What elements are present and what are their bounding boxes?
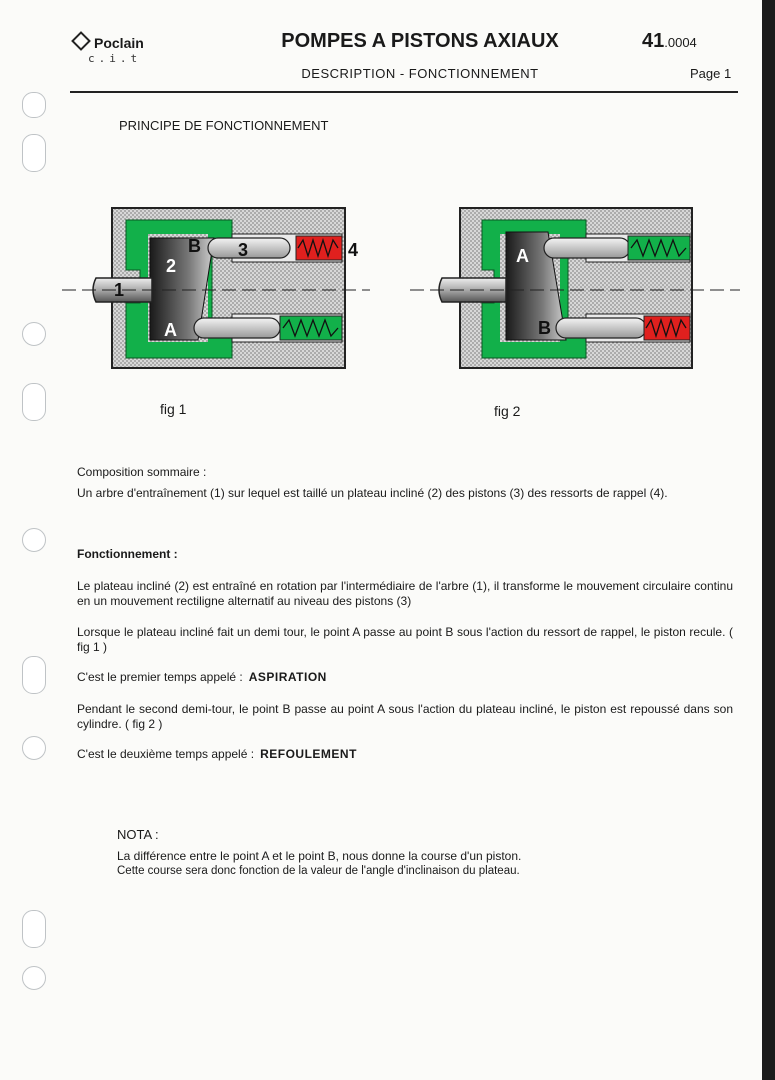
doc-number-suffix: .0004 bbox=[664, 35, 697, 50]
label-A: A bbox=[516, 246, 529, 266]
figure-1 bbox=[62, 208, 370, 368]
figure-2 bbox=[410, 208, 740, 368]
nota-line-1: La différence entre le point A et le point B, nous donne la course d'un piston. bbox=[117, 849, 522, 863]
binder-hole bbox=[22, 910, 46, 948]
document-title: POMPES A PISTONS AXIAUX bbox=[281, 30, 559, 52]
binder-hole bbox=[22, 656, 46, 694]
label-B: B bbox=[538, 318, 551, 338]
first-stroke bbox=[77, 670, 733, 685]
binder-hole bbox=[22, 134, 46, 172]
composition-text: Un arbre d'entraînement (1) sur lequel est taillé un plateau incliné (2) des pistons (3) des ressorts de rappel (4). bbox=[77, 486, 668, 500]
section-title: PRINCIPE DE FONCTIONNEMENT bbox=[119, 118, 329, 133]
fig1-caption: fig 1 bbox=[160, 401, 187, 417]
nota-title: NOTA : bbox=[117, 827, 159, 842]
first-stroke-term: ASPIRATION bbox=[248, 670, 327, 684]
second-stroke-term: REFOULEMENT bbox=[260, 747, 357, 761]
page-label: Page 1 bbox=[690, 66, 732, 81]
label-A: A bbox=[164, 320, 177, 340]
fig2-caption: fig 2 bbox=[494, 403, 521, 419]
piston-top bbox=[544, 238, 630, 258]
piston-bottom bbox=[194, 318, 280, 338]
piston-top bbox=[208, 238, 290, 258]
document-number bbox=[642, 30, 697, 53]
first-stroke-label: C'est le premier temps appelé : bbox=[77, 670, 243, 684]
composition-title: Composition sommaire : bbox=[77, 465, 207, 479]
nota-line-2: Cette course sera donc fonction de la valeur de l'angle d'inclinaison du plateau. bbox=[117, 865, 520, 877]
fonctionnement-p4: Pendant le second demi-tour, le point B passe au point A sous l'action du plateau incliné, le piston est repoussé dans son cylindre. ( fig 2 ) bbox=[77, 702, 733, 731]
piston-bottom bbox=[556, 318, 646, 338]
binder-hole bbox=[22, 92, 46, 118]
brand-name: Poclain bbox=[94, 35, 144, 51]
label-3: 3 bbox=[238, 240, 249, 260]
header-rule bbox=[70, 91, 738, 93]
label-2: 2 bbox=[166, 256, 177, 276]
brand-subtitle: c.i.t bbox=[88, 52, 142, 65]
second-stroke-label: C'est le deuxième temps appelé : bbox=[77, 747, 255, 761]
label-1: 1 bbox=[114, 280, 125, 300]
doc-number-main: 41 bbox=[642, 30, 665, 52]
brand-logo bbox=[74, 34, 144, 51]
label-4: 4 bbox=[348, 240, 359, 260]
fonctionnement-p1: Le plateau incliné (2) est entraîné en rotation par l'intermédiaire de l'arbre (1), il transforme le mouvement circulaire continu en un mouvement rectiligne alternatif au niveau des pistons (3) bbox=[77, 579, 733, 608]
binder-hole bbox=[22, 966, 46, 990]
fonctionnement-p2: Lorsque le plateau incliné fait un demi tour, le point A passe au point B sous l'action du ressort de rappel, le piston recule. ( fig 1 ) bbox=[77, 625, 733, 654]
pump-diagrams bbox=[0, 190, 762, 590]
second-stroke bbox=[77, 747, 733, 762]
binder-hole bbox=[22, 736, 46, 760]
label-B: B bbox=[188, 236, 201, 256]
poclain-diamond-icon bbox=[71, 31, 91, 51]
document-subtitle: DESCRIPTION - FONCTIONNEMENT bbox=[301, 66, 539, 81]
fonctionnement-title: Fonctionnement : bbox=[77, 547, 178, 561]
